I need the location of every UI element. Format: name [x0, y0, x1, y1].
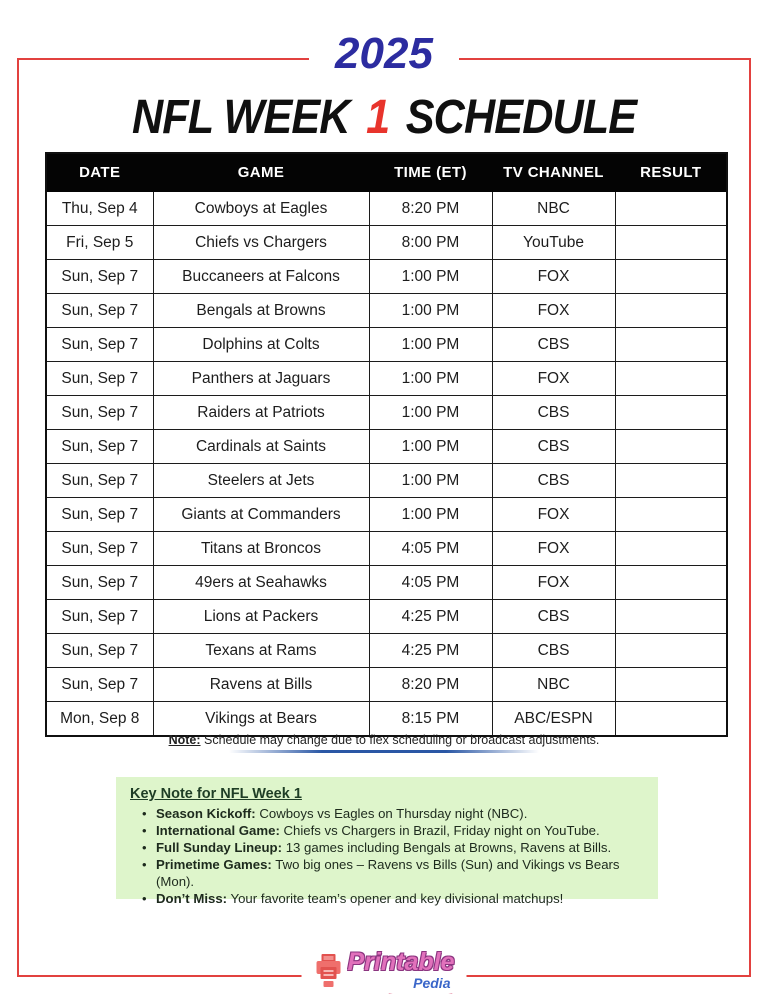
table-row: [46, 532, 727, 566]
date-cell: Sun, Sep 7: [46, 600, 153, 634]
result-cell: [615, 260, 727, 294]
date-cell: Sun, Sep 7: [46, 260, 153, 294]
table-row: [46, 396, 727, 430]
date-cell: Sun, Sep 7: [46, 396, 153, 430]
key-note-item: [142, 805, 644, 822]
game-cell: Panthers at Jaguars: [153, 362, 369, 396]
channel-cell: NBC: [492, 668, 615, 702]
time-cell: 1:00 PM: [369, 328, 492, 362]
channel-cell: FOX: [492, 532, 615, 566]
game-cell: Titans at Broncos: [153, 532, 369, 566]
date-cell: Sun, Sep 7: [46, 294, 153, 328]
time-cell: 4:05 PM: [369, 532, 492, 566]
time-cell: 4:25 PM: [369, 634, 492, 668]
table-row: [46, 260, 727, 294]
key-note-item-label: Season Kickoff:: [156, 806, 256, 821]
time-cell: 8:20 PM: [369, 668, 492, 702]
key-note-item: [142, 839, 644, 856]
year-heading-wrap: [0, 31, 768, 77]
table-row: [46, 566, 727, 600]
game-cell: Raiders at Patriots: [153, 396, 369, 430]
header-tv-channel: TV CHANNEL: [492, 153, 615, 192]
key-note-item-text: Your favorite team’s opener and key divisional matchups!: [230, 891, 564, 906]
result-cell: [615, 668, 727, 702]
key-note-item-label: Primetime Games:: [156, 857, 272, 872]
game-cell: Bengals at Browns: [153, 294, 369, 328]
date-cell: Sun, Sep 7: [46, 328, 153, 362]
game-cell: 49ers at Seahawks: [153, 566, 369, 600]
schedule-table: [45, 152, 728, 737]
date-cell: Fri, Sep 5: [46, 226, 153, 260]
table-row: [46, 430, 727, 464]
channel-cell: NBC: [492, 192, 615, 226]
title-pre: NFL WEEK: [131, 91, 350, 144]
channel-cell: FOX: [492, 566, 615, 600]
date-cell: Sun, Sep 7: [46, 430, 153, 464]
time-cell: 1:00 PM: [369, 430, 492, 464]
time-cell: 1:00 PM: [369, 260, 492, 294]
date-cell: Sun, Sep 7: [46, 498, 153, 532]
note-label: Note:: [168, 733, 201, 747]
table-row: [46, 498, 727, 532]
channel-cell: CBS: [492, 634, 615, 668]
game-cell: Ravens at Bills: [153, 668, 369, 702]
table-row: [46, 464, 727, 498]
key-note-item-text: Chiefs vs Chargers in Brazil, Friday night on YouTube.: [283, 823, 600, 838]
time-cell: 1:00 PM: [369, 294, 492, 328]
game-cell: Chiefs vs Chargers: [153, 226, 369, 260]
result-cell: [615, 430, 727, 464]
brand-swoosh: [388, 989, 452, 994]
schedule-table-body: [46, 192, 727, 737]
date-cell: Thu, Sep 4: [46, 192, 153, 226]
result-cell: [615, 226, 727, 260]
brand-text: [348, 950, 455, 994]
channel-cell: CBS: [492, 396, 615, 430]
key-note-list: [130, 805, 644, 907]
result-cell: [615, 464, 727, 498]
result-cell: [615, 192, 727, 226]
time-cell: 1:00 PM: [369, 498, 492, 532]
game-cell: Dolphins at Colts: [153, 328, 369, 362]
title-week-number: 1: [366, 91, 390, 144]
channel-cell: FOX: [492, 362, 615, 396]
header-game: GAME: [153, 153, 369, 192]
note-text: Schedule may change due to flex scheduling or broadcast adjustments.: [204, 733, 600, 747]
channel-cell: CBS: [492, 328, 615, 362]
year-heading: 2025: [309, 31, 459, 77]
table-row: [46, 192, 727, 226]
table-row: [46, 226, 727, 260]
blue-divider-line: [229, 750, 539, 753]
table-row: [46, 362, 727, 396]
table-row: [46, 328, 727, 362]
key-note-item-label: Don’t Miss:: [156, 891, 228, 906]
table-row: [46, 634, 727, 668]
channel-cell: FOX: [492, 260, 615, 294]
channel-cell: FOX: [492, 294, 615, 328]
game-cell: Buccaneers at Falcons: [153, 260, 369, 294]
table-row: [46, 702, 727, 737]
key-note-item: [142, 856, 644, 890]
title-post: SCHEDULE: [405, 91, 637, 144]
game-cell: Cardinals at Saints: [153, 430, 369, 464]
header-row: [46, 153, 727, 192]
channel-cell: CBS: [492, 430, 615, 464]
channel-cell: FOX: [492, 498, 615, 532]
channel-cell: CBS: [492, 464, 615, 498]
table-row: [46, 294, 727, 328]
result-cell: [615, 294, 727, 328]
flex-schedule-note: [0, 733, 768, 747]
time-cell: 4:25 PM: [369, 600, 492, 634]
date-cell: Sun, Sep 7: [46, 634, 153, 668]
channel-cell: CBS: [492, 600, 615, 634]
channel-cell: ABC/ESPN: [492, 702, 615, 737]
time-cell: 8:15 PM: [369, 702, 492, 737]
game-cell: Lions at Packers: [153, 600, 369, 634]
printer-icon: [314, 953, 344, 989]
result-cell: [615, 702, 727, 737]
date-cell: Sun, Sep 7: [46, 464, 153, 498]
key-note-heading: Key Note for NFL Week 1: [130, 786, 302, 802]
date-cell: Sun, Sep 7: [46, 668, 153, 702]
brand-name-secondary: Pedia: [413, 975, 451, 991]
key-note-item: [142, 890, 644, 907]
header-time: TIME (ET): [369, 153, 492, 192]
date-cell: Sun, Sep 7: [46, 362, 153, 396]
key-note-item-label: International Game:: [156, 823, 280, 838]
table-row: [46, 668, 727, 702]
date-cell: Mon, Sep 8: [46, 702, 153, 737]
result-cell: [615, 634, 727, 668]
game-cell: Vikings at Bears: [153, 702, 369, 737]
result-cell: [615, 498, 727, 532]
key-note-item-text: Cowboys vs Eagles on Thursday night (NBC).: [259, 806, 528, 821]
time-cell: 4:05 PM: [369, 566, 492, 600]
page-title: [0, 90, 768, 145]
result-cell: [615, 362, 727, 396]
schedule-table-header: [46, 153, 727, 192]
key-note-box: [116, 777, 658, 906]
time-cell: 1:00 PM: [369, 464, 492, 498]
key-note-item-text: Two big ones – Ravens vs Bills (Sun) and Vikings vs Bears (Mon).: [156, 857, 620, 889]
game-cell: Cowboys at Eagles: [153, 192, 369, 226]
game-cell: Texans at Rams: [153, 634, 369, 668]
header-date: DATE: [46, 153, 153, 192]
time-cell: 1:00 PM: [369, 362, 492, 396]
time-cell: 8:00 PM: [369, 226, 492, 260]
header-result: RESULT: [615, 153, 727, 192]
date-cell: Sun, Sep 7: [46, 566, 153, 600]
result-cell: [615, 532, 727, 566]
game-cell: Steelers at Jets: [153, 464, 369, 498]
time-cell: 1:00 PM: [369, 396, 492, 430]
channel-cell: YouTube: [492, 226, 615, 260]
key-note-item-text: 13 games including Bengals at Browns, Ravens at Bills.: [285, 840, 612, 855]
date-cell: Sun, Sep 7: [46, 532, 153, 566]
key-note-item-label: Full Sunday Lineup:: [156, 840, 283, 855]
brand-name-primary: Printable: [347, 948, 455, 976]
result-cell: [615, 396, 727, 430]
time-cell: 8:20 PM: [369, 192, 492, 226]
game-cell: Giants at Commanders: [153, 498, 369, 532]
table-row: [46, 600, 727, 634]
result-cell: [615, 600, 727, 634]
result-cell: [615, 328, 727, 362]
key-note-item: [142, 822, 644, 839]
result-cell: [615, 566, 727, 600]
brand-logo: [302, 950, 467, 994]
